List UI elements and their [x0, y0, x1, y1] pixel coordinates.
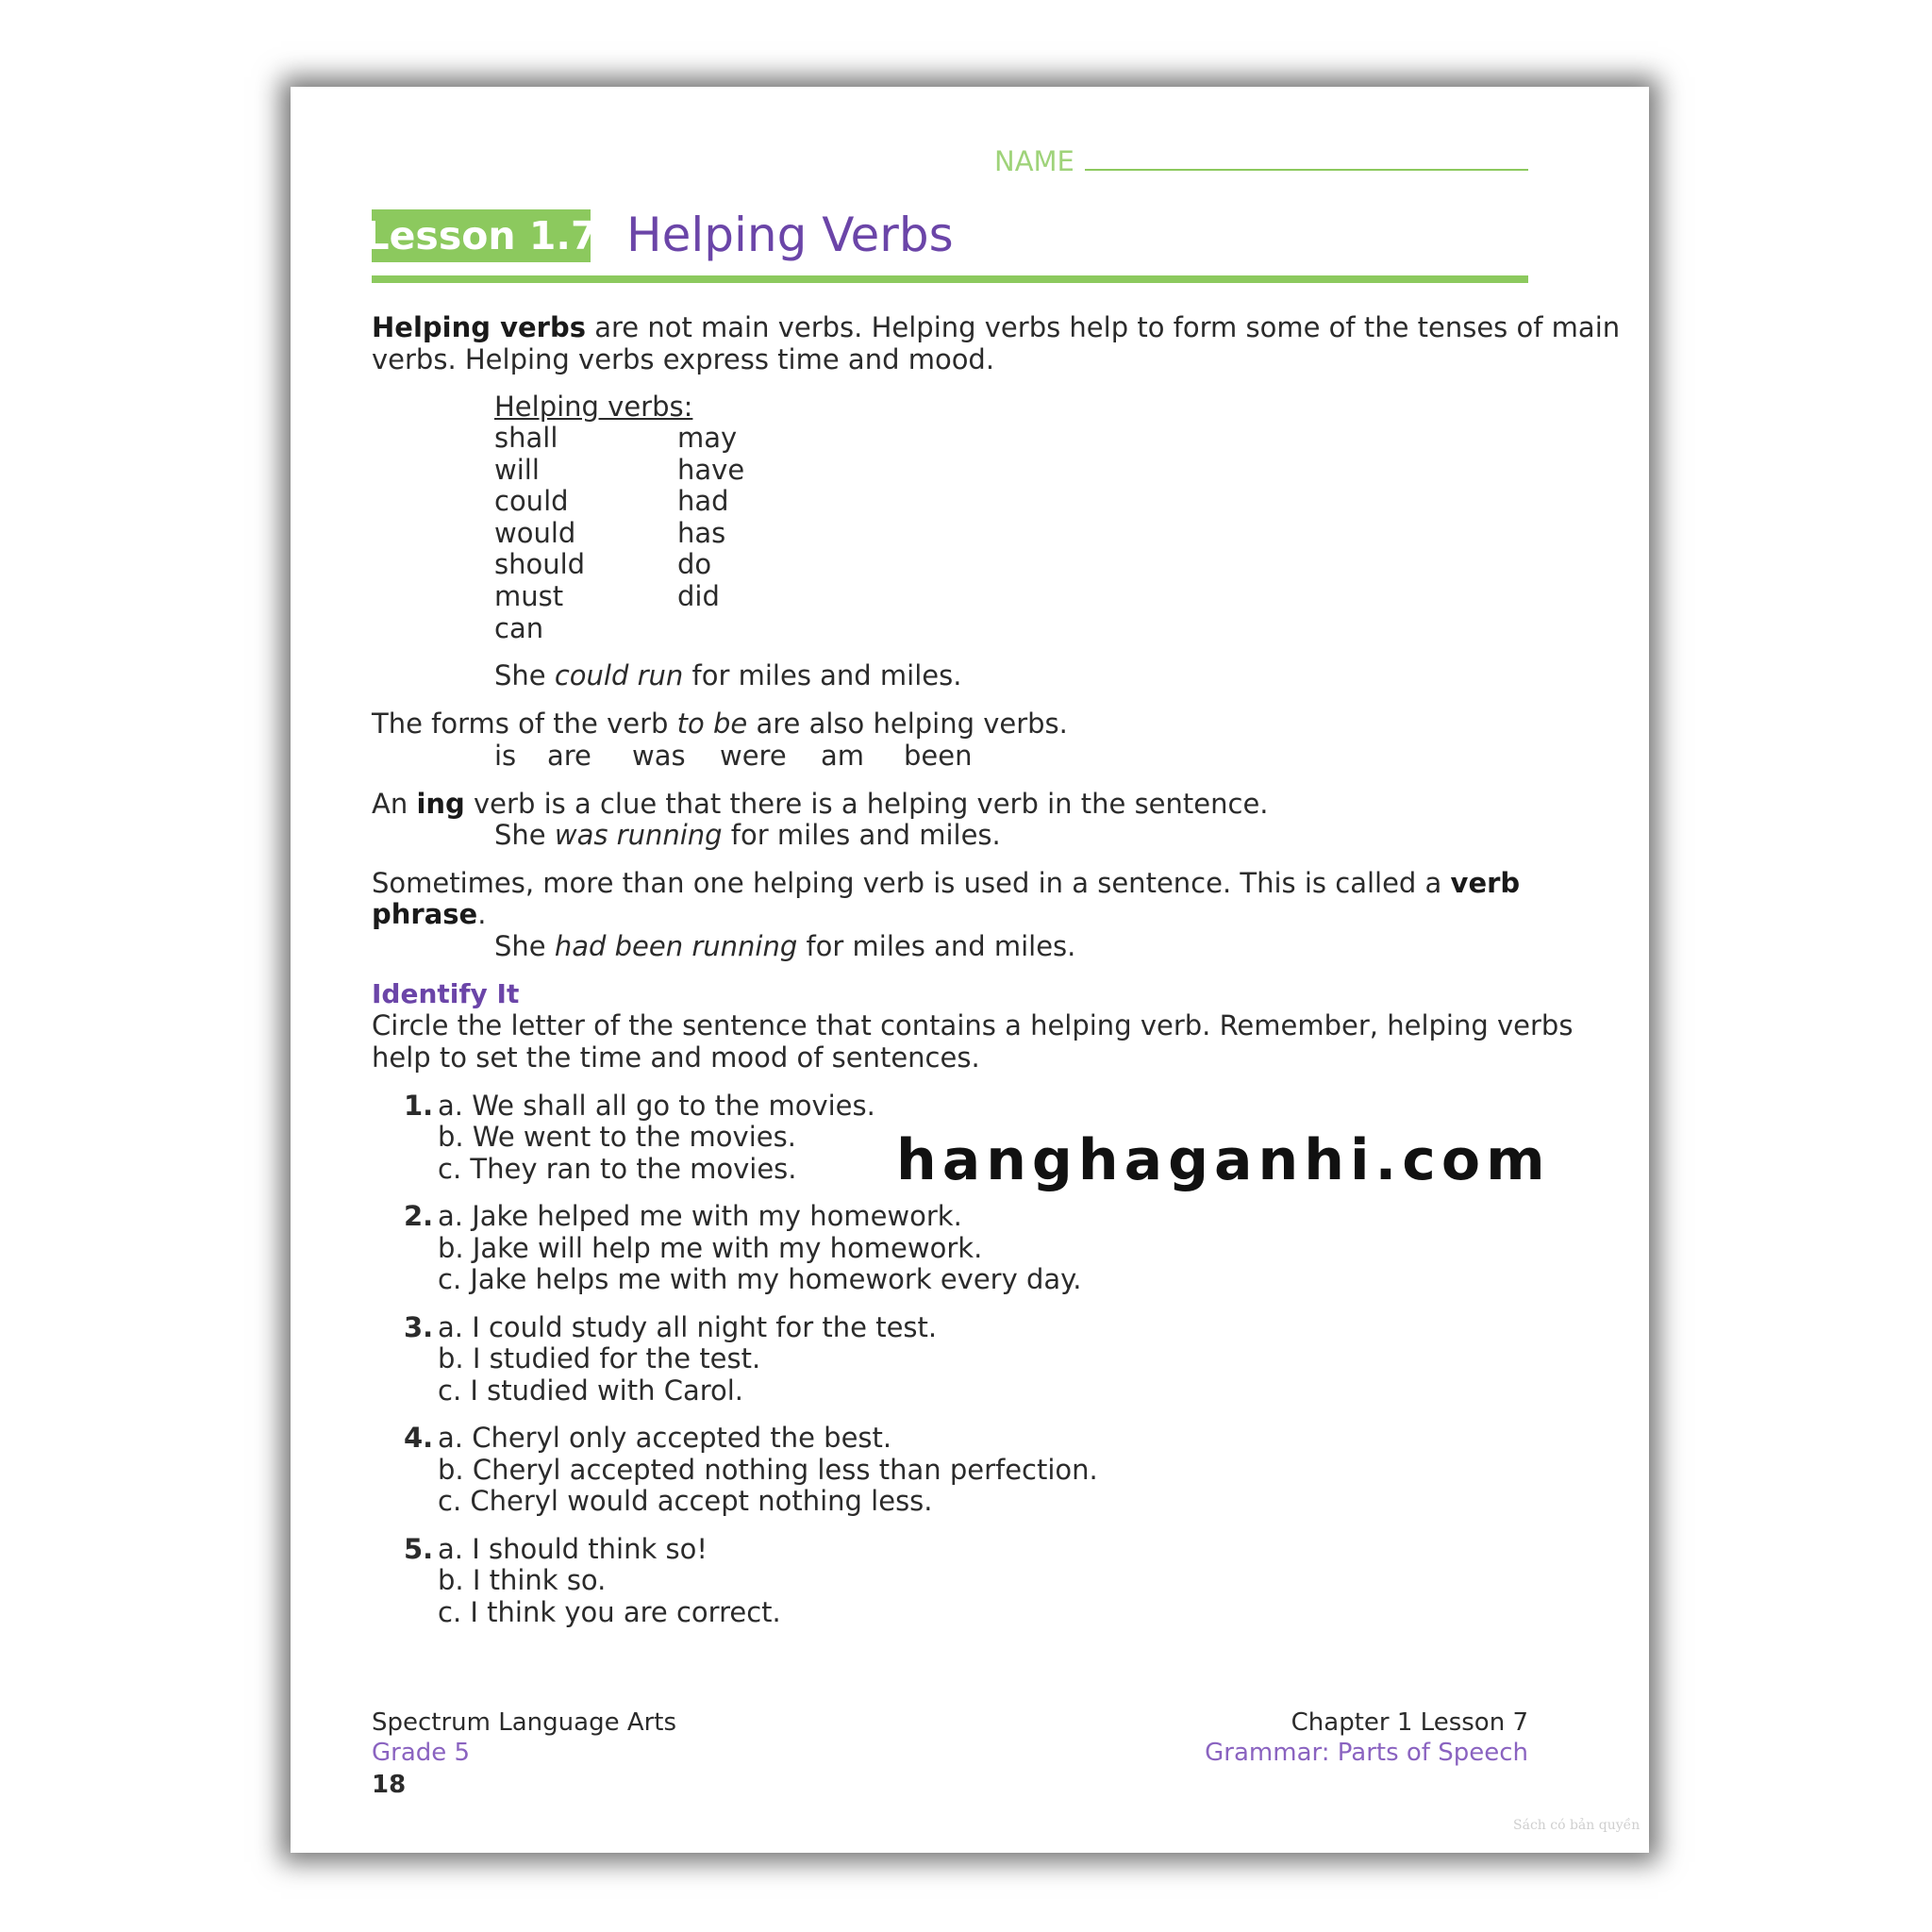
- answer-option[interactable]: a. I should think so!: [438, 1533, 708, 1565]
- answer-option[interactable]: c. I think you are correct.: [438, 1596, 781, 1628]
- answer-option[interactable]: b. We went to the movies.: [438, 1121, 796, 1153]
- worksheet-page: [291, 87, 1649, 1853]
- ing-example: She was running for miles and miles.: [494, 819, 1001, 851]
- verb-list-item: did: [677, 580, 720, 612]
- intro-line-2: verbs. Helping verbs express time and mood.: [372, 343, 995, 375]
- answer-option[interactable]: a. Jake helped me with my homework.: [438, 1200, 962, 1232]
- verb-list-item: shall: [494, 422, 558, 454]
- instructions-line-1: Circle the letter of the sentence that contains a helping verb. Remember, helping verbs: [372, 1009, 1574, 1041]
- question-number: 1.: [404, 1090, 434, 1122]
- verb-list-item: should: [494, 548, 586, 580]
- answer-option[interactable]: a. We shall all go to the movies.: [438, 1090, 875, 1122]
- to-be-form: is: [494, 740, 517, 772]
- to-be-form: was: [632, 740, 686, 772]
- intro-line-1: Helping verbs are not main verbs. Helping verbs help to form some of the tenses of main: [372, 311, 1621, 343]
- verb-list-item: had: [677, 485, 729, 517]
- verb-list-item: would: [494, 517, 576, 549]
- verb-phrase-example: She had been running for miles and miles.: [494, 930, 1076, 962]
- answer-option[interactable]: b. I studied for the test.: [438, 1342, 761, 1374]
- answer-option[interactable]: c. They ran to the movies.: [438, 1153, 797, 1185]
- identify-it-heading: Identify It: [372, 978, 520, 1009]
- answer-option[interactable]: b. Jake will help me with my homework.: [438, 1232, 983, 1264]
- answer-option[interactable]: a. I could study all night for the test.: [438, 1311, 938, 1343]
- verb-list-item: will: [494, 454, 540, 486]
- verb-list-item: has: [677, 517, 726, 549]
- footer-chapter: Chapter 1 Lesson 7: [1291, 1708, 1528, 1737]
- name-label: NAME: [994, 145, 1074, 177]
- title-rule: [372, 275, 1528, 283]
- answer-option[interactable]: b. I think so.: [438, 1564, 607, 1596]
- answer-option[interactable]: c. Jake helps me with my homework every day.: [438, 1263, 1082, 1295]
- intro-term: Helping verbs: [372, 311, 586, 343]
- page-number: 18: [372, 1771, 407, 1799]
- example-sentence: She could run for miles and miles.: [494, 659, 962, 691]
- to-be-form: were: [720, 740, 787, 772]
- to-be-form: am: [821, 740, 865, 772]
- verb-phrase-line-1: Sometimes, more than one helping verb is used in a sentence. This is called a verb: [372, 867, 1521, 899]
- answer-option[interactable]: a. Cheryl only accepted the best.: [438, 1422, 892, 1454]
- footer-topic: Grammar: Parts of Speech: [1205, 1739, 1528, 1767]
- name-line: [1085, 169, 1528, 171]
- ing-sentence: An ing verb is a clue that there is a helping verb in the sentence.: [372, 788, 1269, 820]
- lesson-badge: [364, 209, 598, 262]
- lesson-title: Helping Verbs: [626, 208, 954, 262]
- question-number: 3.: [404, 1311, 434, 1343]
- verb-list-item: could: [494, 485, 569, 517]
- question-number: 5.: [404, 1533, 434, 1565]
- answer-option[interactable]: b. Cheryl accepted nothing less than perfection.: [438, 1454, 1098, 1486]
- verb-list-item: can: [494, 612, 544, 644]
- instructions-line-2: help to set the time and mood of sentences.: [372, 1041, 980, 1074]
- footer-book-title: Spectrum Language Arts: [372, 1708, 677, 1737]
- to-be-form: been: [904, 740, 973, 772]
- question-number: 2.: [404, 1200, 434, 1232]
- to-be-form: are: [547, 740, 591, 772]
- verb-list-item: have: [677, 454, 745, 486]
- lesson-badge-text: Lesson 1.7: [364, 213, 598, 258]
- copyright-note: Sách có bản quyền: [1513, 1818, 1641, 1833]
- question-number: 4.: [404, 1422, 434, 1454]
- verb-list-item: must: [494, 580, 564, 612]
- answer-option[interactable]: c. Cheryl would accept nothing less.: [438, 1485, 933, 1517]
- to-be-sentence: The forms of the verb to be are also helping verbs.: [372, 708, 1068, 740]
- verb-phrase-line-2: phrase.: [372, 898, 487, 930]
- watermark-text: hanghaganhi.com: [896, 1127, 1551, 1193]
- footer-grade: Grade 5: [372, 1739, 471, 1767]
- verb-list-item: do: [677, 548, 712, 580]
- verb-list-item: may: [677, 422, 738, 454]
- answer-option[interactable]: c. I studied with Carol.: [438, 1374, 744, 1407]
- helping-verbs-heading: Helping verbs:: [494, 391, 693, 423]
